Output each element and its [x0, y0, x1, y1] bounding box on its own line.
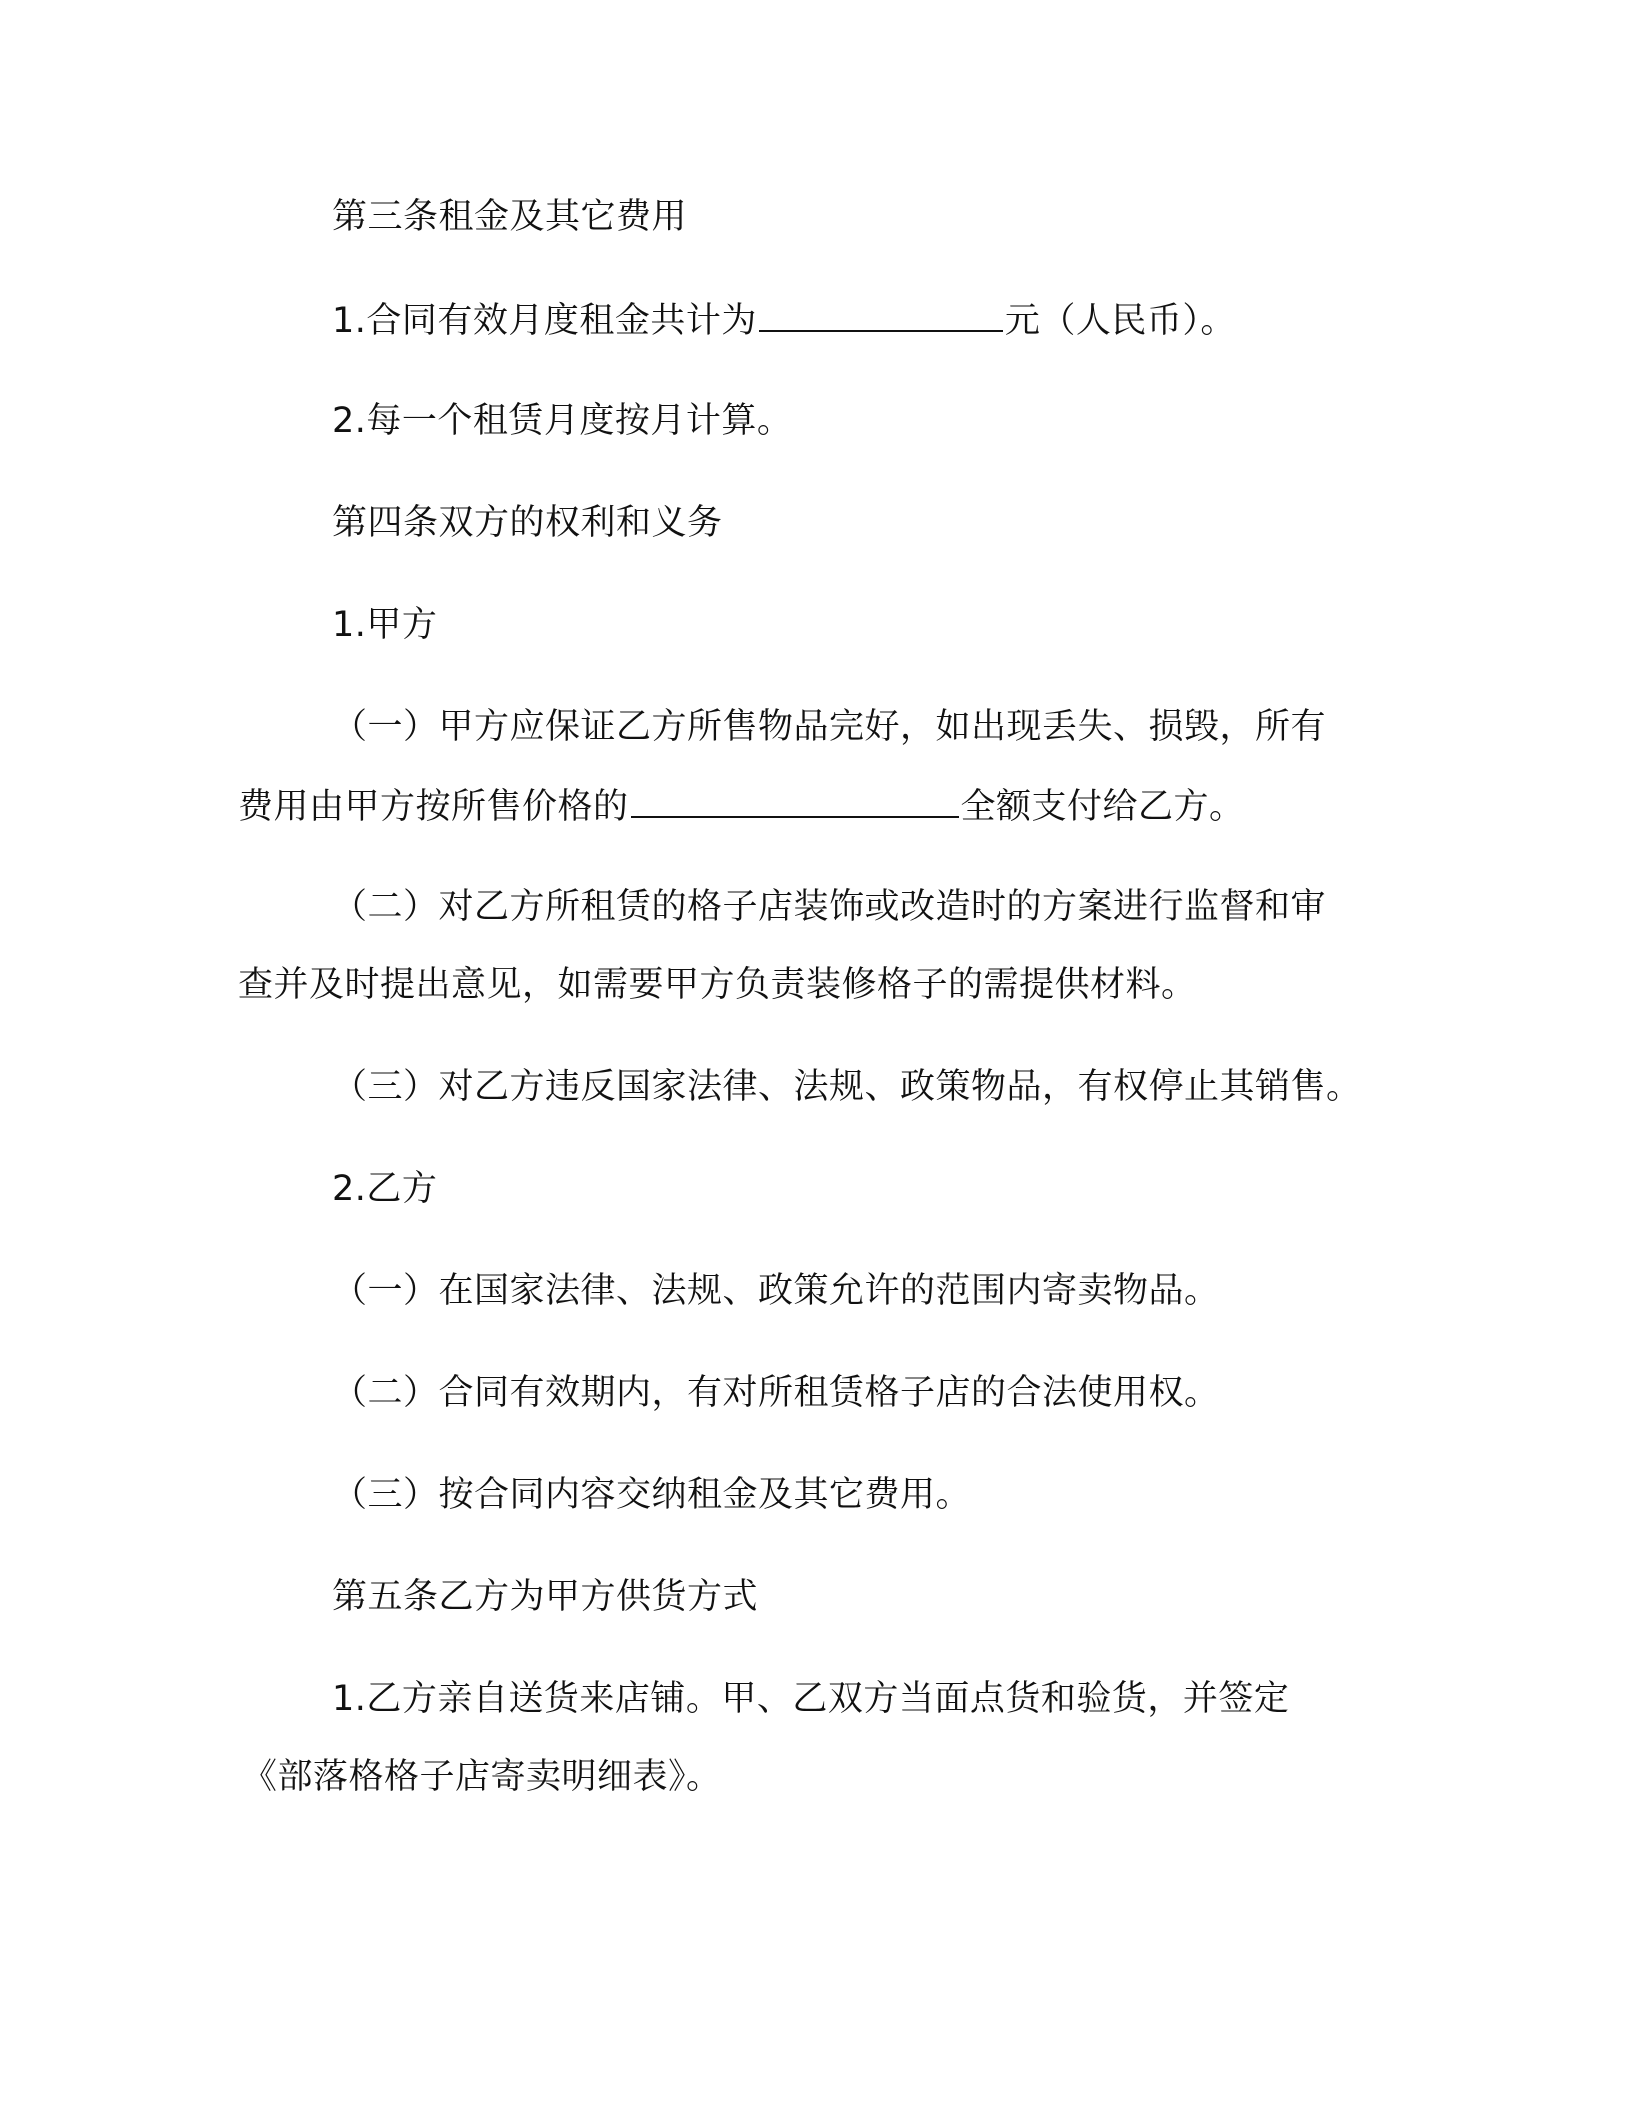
- party-a-clause-2-line-2: 查并及时提出意见，如需要甲方负责装修格子的需提供材料。: [238, 965, 1197, 1005]
- party-a-clause-3: （三）对乙方违反国家法律、法规、政策物品，有权停止其销售。: [332, 1067, 1362, 1107]
- article-3-item-2: 2.每一个租赁月度按月计算。: [332, 401, 793, 441]
- party-b-clause-3: （三）按合同内容交纳租金及其它费用。: [332, 1475, 972, 1515]
- article-3-item-1: [332, 294, 1236, 346]
- article-5-item-1-line-2: 《部落格格子店寄卖明细表》。: [242, 1757, 722, 1797]
- party-a-clause-1-line-2: [238, 780, 1245, 832]
- rent-amount-blank: [759, 294, 1003, 332]
- party-b-clause-1: （一）在国家法律、法规、政策允许的范围内寄卖物品。: [332, 1271, 1220, 1311]
- party-b-heading: 2.乙方: [332, 1169, 438, 1209]
- article-3-title: 第三条租金及其它费用: [332, 197, 688, 237]
- rent-text-after: 元（人民币）。: [1004, 301, 1236, 341]
- article-4-title: 第四条双方的权利和义务: [332, 503, 723, 543]
- price-percentage-blank: [631, 780, 959, 818]
- party-a-clause-2-line-1: （二）对乙方所租赁的格子店装饰或改造时的方案进行监督和审: [332, 887, 1327, 927]
- rent-text-before: 1.合同有效月度租金共计为: [332, 301, 757, 341]
- article-5-item-1-line-1: 1.乙方亲自送货来店铺。甲、乙双方当面点货和验货，并签定: [332, 1679, 1290, 1719]
- price-text-after: 全额支付给乙方。: [960, 787, 1245, 827]
- party-a-clause-1-line-1: （一）甲方应保证乙方所售物品完好，如出现丢失、损毁，所有: [332, 707, 1327, 747]
- party-a-heading: 1.甲方: [332, 605, 438, 645]
- article-5-title: 第五条乙方为甲方供货方式: [332, 1577, 759, 1617]
- party-b-clause-2: （二）合同有效期内，有对所租赁格子店的合法使用权。: [332, 1373, 1220, 1413]
- price-text-before: 费用由甲方按所售价格的: [238, 787, 629, 827]
